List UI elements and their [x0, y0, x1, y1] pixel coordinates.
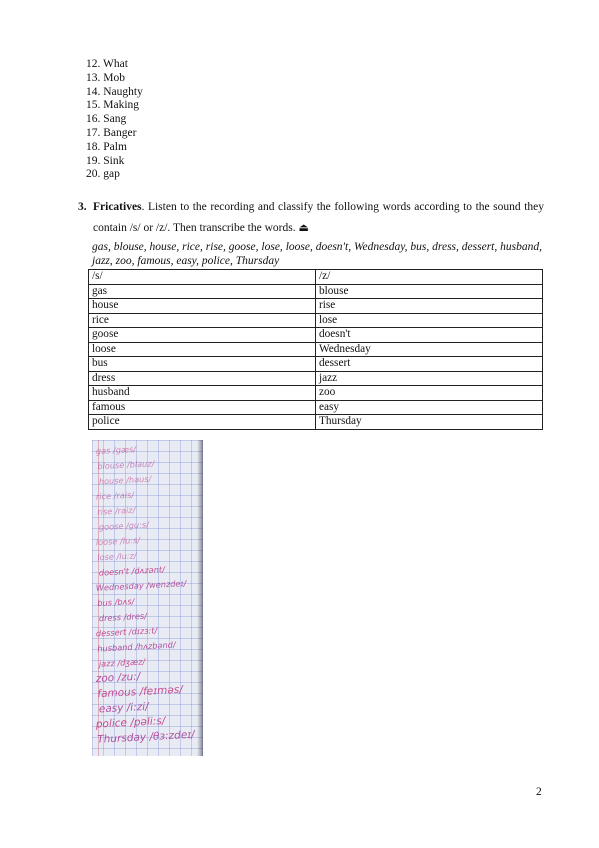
handwritten-line: famous /feɪməs/ — [97, 683, 184, 701]
table-row — [89, 328, 543, 343]
exercise-section — [78, 197, 544, 239]
table-row — [89, 357, 543, 372]
section-instruction — [93, 197, 544, 239]
handwritten-line: dessert /dɪzɜ:t/ — [95, 625, 158, 639]
handwritten-line: lose /lu:z/ — [97, 550, 137, 563]
table-header-row — [89, 270, 543, 285]
list-item: 14. Naughty — [86, 85, 143, 98]
column-header-s: /s/ — [89, 270, 316, 285]
list-item: 17. Banger — [86, 126, 137, 139]
handwritten-line: dress /dres/ — [98, 610, 148, 624]
cell-s-word: rice — [89, 313, 316, 328]
list-item: 20. gap — [86, 168, 120, 181]
instruction-text: . Listen to the recording and classify the following words according to the sound they contain /s/ or /z/. Then transcribe the words. — [93, 201, 544, 234]
handwritten-line: husband /hʌzbənd/ — [97, 639, 176, 654]
sound-classification-table — [88, 269, 543, 430]
list-item: 18. Palm — [86, 140, 127, 153]
cell-s-word: goose — [89, 328, 316, 343]
section-title: Fricatives — [93, 201, 142, 213]
cell-s-word: dress — [89, 371, 316, 386]
audio-eject-icon[interactable]: ⏏ — [298, 222, 309, 234]
cell-z-word: rise — [316, 299, 543, 314]
table-row — [89, 313, 543, 328]
table-row — [89, 371, 543, 386]
cell-z-word: Thursday — [316, 415, 543, 430]
handwritten-line: doesn't /dʌzənt/ — [98, 564, 166, 578]
section-number: 3. — [78, 201, 87, 213]
cell-z-word: dessert — [316, 357, 543, 372]
handwriting-layer — [92, 440, 203, 756]
handwritten-line: blouse /blauz/ — [97, 458, 155, 472]
word-bank: gas, blouse, house, rice, rise, goose, lose, loose, doesn't, Wednesday, bus, dress, dessert, husband, jazz, zoo, famous, easy, police, Thursday — [92, 241, 542, 267]
list-item: 19. Sink — [86, 154, 125, 167]
handwritten-line: Thursday /θɜ:zdeɪ/ — [97, 728, 195, 746]
handwritten-line: jazz /dʒæz/ — [98, 656, 146, 669]
cell-z-word: jazz — [316, 371, 543, 386]
handwritten-line: Wednesday /wenzdeɪ/ — [95, 578, 187, 593]
cell-s-word: house — [89, 299, 316, 314]
list-item: 15. Making — [86, 99, 140, 112]
page-number: 2 — [536, 786, 542, 798]
column-header-z: /z/ — [316, 270, 543, 285]
photo-shadow-edge — [197, 440, 203, 756]
handwritten-line: bus /bʌs/ — [97, 596, 135, 608]
list-item: 12. What — [86, 58, 128, 70]
cell-z-word: zoo — [316, 386, 543, 401]
table-row — [89, 299, 543, 314]
table-row — [89, 400, 543, 415]
numbered-word-list — [86, 58, 143, 182]
list-item: 13. Mob — [86, 71, 125, 84]
handwritten-line: rise /raiz/ — [97, 504, 136, 517]
table-row — [89, 342, 543, 357]
cell-s-word: loose — [89, 342, 316, 357]
cell-s-word: bus — [89, 357, 316, 372]
cell-z-word: easy — [316, 400, 543, 415]
cell-s-word: famous — [89, 400, 316, 415]
handwritten-line: house /haus/ — [98, 473, 152, 487]
handwritten-line: gas /gæs/ — [95, 443, 137, 456]
handwritten-line: easy /i:zi/ — [98, 700, 149, 716]
cell-z-word: lose — [316, 313, 543, 328]
handwritten-line: rice /rais/ — [95, 489, 135, 502]
handwritten-line: zoo /zu:/ — [95, 670, 141, 685]
table-row — [89, 386, 543, 401]
cell-s-word: gas — [89, 284, 316, 299]
cell-z-word: Wednesday — [316, 342, 543, 357]
cell-s-word: police — [89, 415, 316, 430]
handwritten-line: police /pəli:s/ — [95, 714, 166, 731]
handwritten-line: goose /gu:s/ — [98, 519, 150, 532]
table-row — [89, 284, 543, 299]
cell-z-word: doesn't — [316, 328, 543, 343]
table-row — [89, 415, 543, 430]
list-item: 16. Sang — [86, 113, 127, 126]
handwritten-line: loose /lu:s/ — [95, 534, 141, 548]
handwritten-transcription-photo — [92, 440, 203, 756]
cell-s-word: husband — [89, 386, 316, 401]
cell-z-word: blouse — [316, 284, 543, 299]
